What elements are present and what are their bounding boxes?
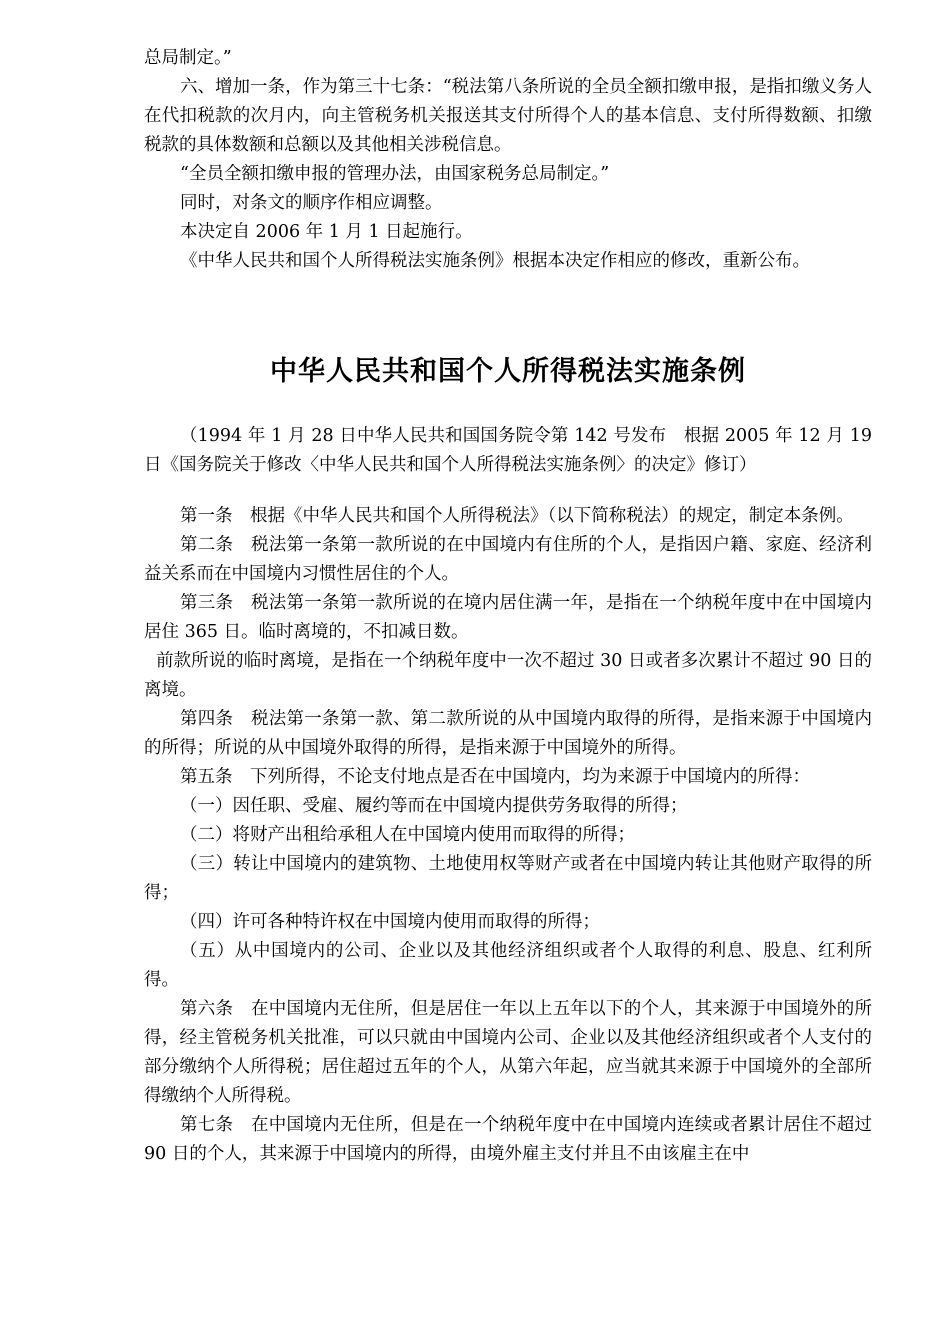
article-2: 第二条 税法第一条第一款所说的在中国境内有住所的个人，是指因户籍、家庭、经济利益关系而在中国境内习惯性居住的个人。 <box>144 535 872 584</box>
article-5-item-5: （五）从中国境内的公司、企业以及其他经济组织或者个人取得的利息、股息、红利所得。 <box>144 941 872 990</box>
paragraph-quote: “全员全额扣缴申报的管理办法，由国家税务总局制定。” <box>180 164 610 184</box>
document-page <box>144 44 872 1169</box>
article-5-item-2: （二）将财产出租给承租人在中国境内使用而取得的所得； <box>180 825 635 845</box>
paragraph-effective-date: 本决定自 2006 年 1 月 1 日起施行。 <box>180 222 473 242</box>
article-5: 第五条 下列所得，不论支付地点是否在中国境内，均为来源于中国境内的所得： <box>180 767 810 787</box>
article-3-clause: 前款所说的临时离境，是指在一个纳税年度中一次不超过 30 日或者多次累计不超过 90 日的离境。 <box>144 651 872 700</box>
document-issuance-note: （1994 年 1 月 28 日中华人民共和国国务院令第 142 号发布 根据 2005 年 12 月 19 日《国务院关于修改〈中华人民共和国个人所得税法实施条例〉的决定》修订） <box>144 426 872 475</box>
paragraph-order-adjust: 同时，对条文的顺序作相应调整。 <box>180 193 443 213</box>
article-7: 第七条 在中国境内无住所，但是在一个纳税年度中在中国境内连续或者累计居住不超过 90 日的个人，其来源于中国境内的所得，由境外雇主支付并且不由该雇主在中 <box>144 1115 872 1164</box>
article-5-item-4: （四）许可各种特许权在中国境内使用而取得的所得； <box>180 912 600 932</box>
article-6: 第六条 在中国境内无住所，但是居住一年以上五年以下的个人，其来源于中国境外的所得，经主管税务机关批准，可以只就由中国境内公司、企业以及其他经济组织或者个人支付的部分缴纳个人所得税；居住超过五年的个人，从第六年起，应当就其来源于中国境外的全部所得缴纳个人所得税。 <box>144 999 872 1106</box>
paragraph-continuation: 总局制定。” <box>144 48 232 68</box>
article-3: 第三条 税法第一条第一款所说的在境内居住满一年，是指在一个纳税年度中在中国境内居住 365 日。临时离境的，不扣减日数。 <box>144 593 872 642</box>
article-5-item-1: （一）因任职、受雇、履约等而在中国境内提供劳务取得的所得； <box>180 796 688 816</box>
paragraph-item-six: 六、增加一条，作为第三十七条：“税法第八条所说的全员全额扣缴申报，是指扣缴义务人在代扣税款的次月内，向主管税务机关报送其支付所得个人的基本信息、支付所得数额、扣缴税款的具体数额和总额以及其他相关涉税信息。 <box>144 77 872 155</box>
paragraph-republish: 《中华人民共和国个人所得税法实施条例》根据本决定作相应的修改，重新公布。 <box>180 251 810 271</box>
document-title: 中华人民共和国个人所得税法实施条例 <box>270 356 746 387</box>
article-1: 第一条 根据《中华人民共和国个人所得税法》（以下简称税法）的规定，制定本条例。 <box>180 506 854 526</box>
article-4: 第四条 税法第一条第一款、第二款所说的从中国境内取得的所得，是指来源于中国境内的所得；所说的从中国境外取得的所得，是指来源于中国境外的所得。 <box>144 709 872 758</box>
article-5-item-3: （三）转让中国境内的建筑物、土地使用权等财产或者在中国境内转让其他财产取得的所得； <box>144 854 872 903</box>
